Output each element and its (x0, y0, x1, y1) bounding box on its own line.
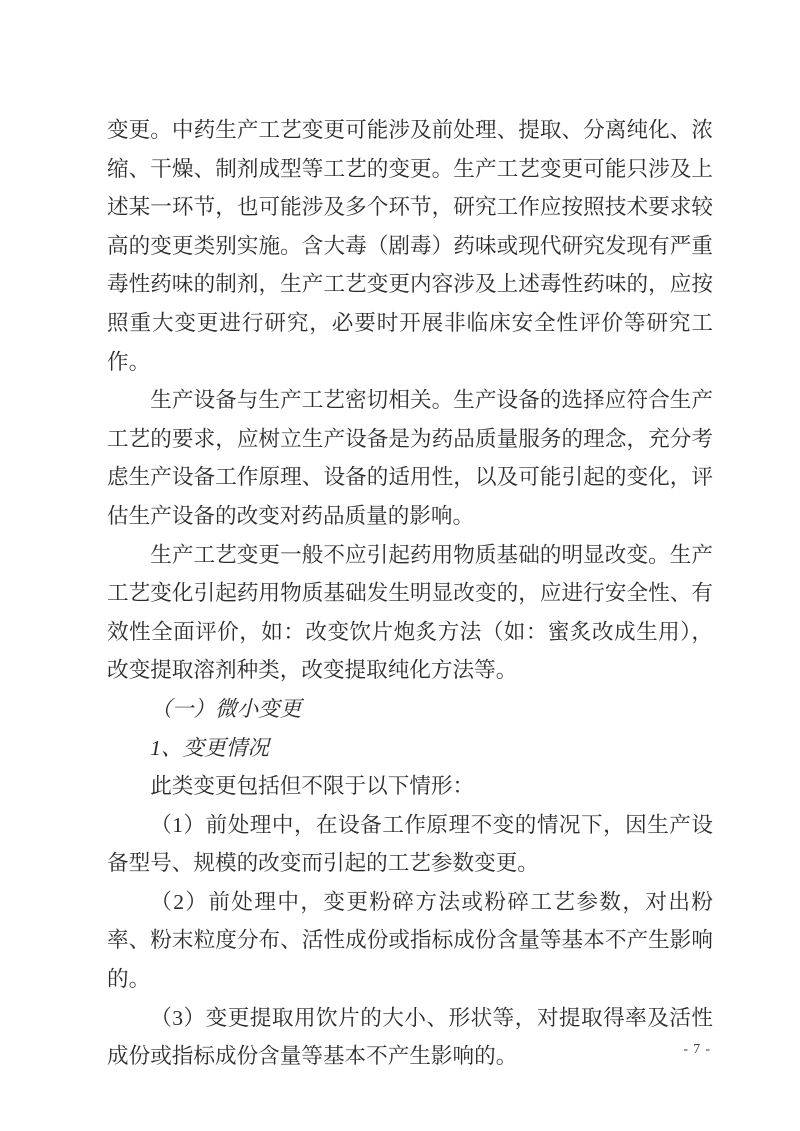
paragraph-material-basis: 生产工艺变更一般不应引起药用物质基础的明显改变。生产工艺变化引起药用物质基础发生明显改变的，应进行安全性、有效性全面评价，如：改变饮片炮炙方法（如：蜜炙改成生用），改变提取溶剂种类，改变提取纯化方法等。 (107, 542, 713, 683)
document-content (107, 111, 713, 1076)
section-heading-minor-change: （一）微小变更 (150, 696, 302, 721)
list-item-2-crushing-method: （2）前处理中，变更粉碎方法或粉碎工艺参数，对出粉率、粉末粒度分布、活性成份或指标成份含量等基本不产生影响的。 (107, 889, 713, 992)
paragraph-production-equipment: 生产设备与生产工艺密切相关。生产设备的选择应符合生产工艺的要求，应树立生产设备是为药品质量服务的理念，充分考虑生产设备工作原理、设备的适用性，以及可能引起的变化，评估生产设备的改变对药品质量的影响。 (107, 388, 713, 528)
paragraph-process-change-overview: 变更。中药生产工艺变更可能涉及前处理、提取、分离纯化、浓缩、干燥、制剂成型等工艺的变更。生产工艺变更可能只涉及上述某一环节，也可能涉及多个环节，研究工作应按照技术要求较高的变更类别实施。含大毒（剧毒）药味或现代研究发现有严重毒性药味的制剂，生产工艺变更内容涉及上述毒性药味的，应按照重大变更进行研究，必要时开展非临床安全性评价等研究工作。 (107, 118, 713, 374)
list-item-1-pretreatment-equipment: （1）前处理中，在设备工作原理不变的情况下，因生产设备型号、规模的改变而引起的工艺参数变更。 (107, 812, 713, 876)
paragraph-change-scope-intro: 此类变更包括但不限于以下情形： (150, 774, 475, 799)
page-number: - 7 - (683, 1041, 711, 1056)
list-item-3-extraction-pieces: （3）变更提取用饮片的大小、形状等，对提取得率及活性成份或指标成份含量等基本不产生影响的。 (107, 1005, 713, 1069)
subheading-change-situation: 1、变更情况 (150, 735, 269, 760)
